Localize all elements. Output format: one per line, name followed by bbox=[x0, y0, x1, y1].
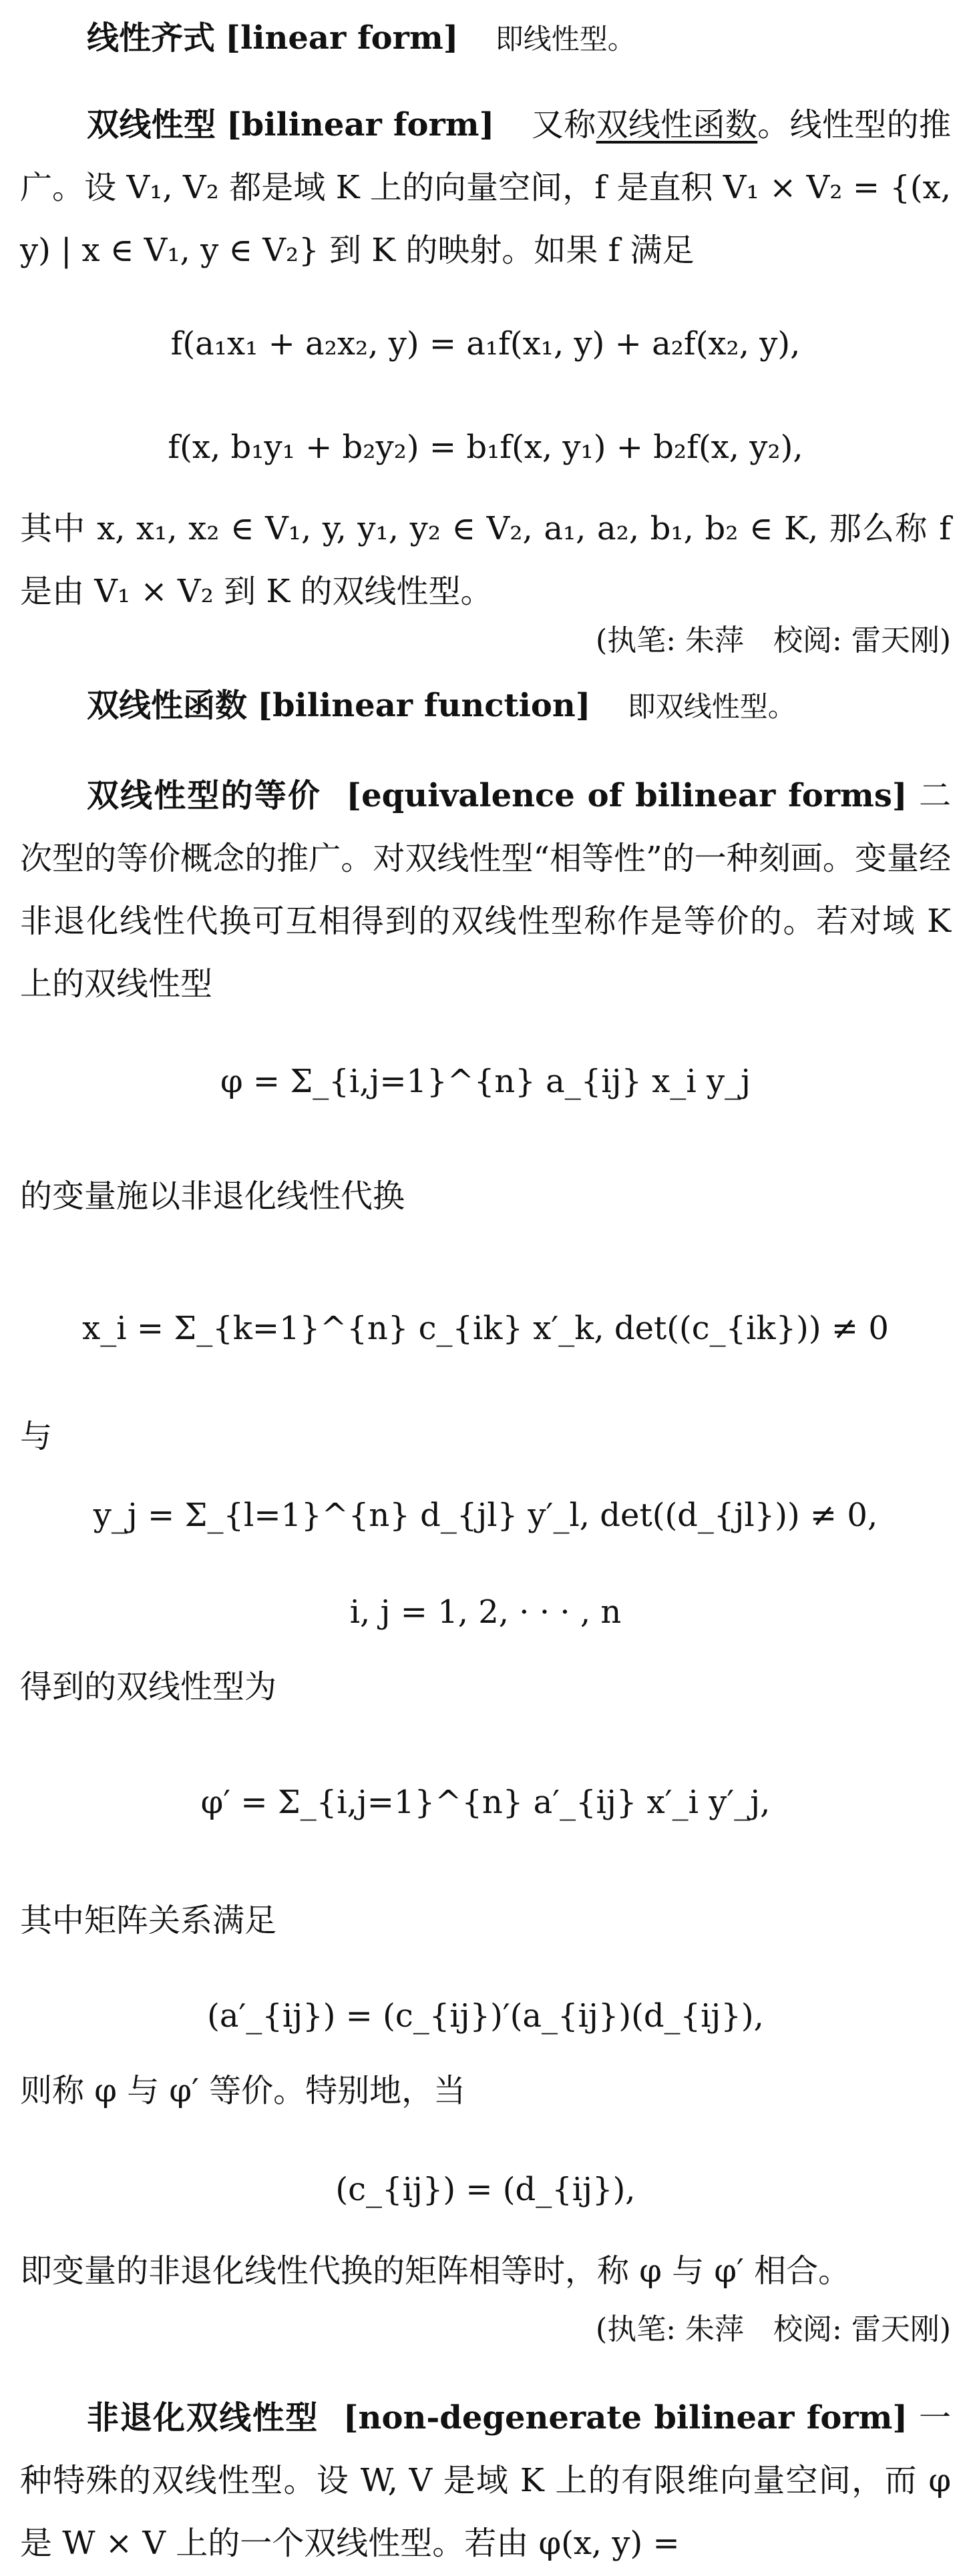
entry-headword: 双线性函数 bbox=[87, 687, 248, 724]
entry-headword: 双线性型的等价 bbox=[87, 777, 321, 814]
author-credit: (执笔: 朱萍 校阅: 雷天刚) bbox=[596, 623, 951, 658]
entry-headword: 线性齐式 bbox=[87, 19, 216, 57]
entry-linear-form bbox=[20, 7, 971, 71]
entry-headword: 双线性型 bbox=[87, 106, 216, 144]
alias-prefix: 又称 bbox=[531, 106, 596, 144]
entry-body: 其中 x, x₁, x₂ ∈ V₁, y, y₁, y₂ ∈ V₂, a₁, a₂, b₁, b₂ ∈ K, 那么称 f 是由 V₁ × V₂ 到 K 的双线性型。 bbox=[20, 510, 951, 610]
entry-body: 即线性型。 bbox=[495, 23, 636, 55]
entry-paragraph bbox=[20, 764, 951, 1015]
entry-body: 得到的双线性型为 bbox=[20, 1668, 277, 1706]
entry-non-degenerate bbox=[20, 2386, 951, 2575]
equation: (a′_{ij}) = (c_{ij})′(a_{ij})(d_{ij}), bbox=[207, 1997, 764, 2035]
entry-body: 。线性型的推广。设 V₁, V₂ 都是域 K 上的向量空间，f 是直积 V₁ × V₂ = {(x, y) | x ∈ V₁, y ∈ V₂} 到 K 的映射。如果 f 满足 bbox=[20, 106, 951, 269]
entry-continuation bbox=[20, 1405, 951, 1468]
entry-continuation bbox=[20, 1889, 951, 1952]
entry-bilinear-function bbox=[20, 674, 971, 738]
entry-body: 其中矩阵关系满足 bbox=[20, 1902, 277, 1939]
entry-body: 则称 φ 与 φ′ 等价。特别地，当 bbox=[20, 2072, 466, 2109]
equation: f(a₁x₁ + a₂x₂, y) = a₁f(x₁, y) + a₂f(x₂, y), bbox=[170, 325, 801, 362]
equation: φ = Σ_{i,j=1}^{n} a_{ij} x_i y_j bbox=[220, 1063, 751, 1100]
equation: f(x, b₁y₁ + b₂y₂) = b₁f(x, y₁) + b₂f(x, y₂), bbox=[168, 429, 803, 466]
entry-continuation bbox=[20, 497, 951, 623]
entry-english: [linear form] bbox=[225, 19, 459, 57]
entry-body: 即双线性型。 bbox=[627, 690, 796, 723]
entry-english: [equivalence of bilinear forms] bbox=[346, 777, 908, 814]
entry-body: 二次型的等价概念的推广。对双线性型“相等性”的一种刻画。变量经非退化线性代换可互相得到的双线性型称作是等价的。若对域 K 上的双线性型 bbox=[20, 777, 951, 1003]
entry-continuation bbox=[20, 1655, 951, 1718]
equation: x_i = Σ_{k=1}^{n} c_{ik} x′_k, det((c_{ik})) ≠ 0 bbox=[82, 1310, 889, 1347]
entry-paragraph bbox=[20, 2386, 951, 2575]
author-credit: (执笔: 朱萍 校阅: 雷天刚) bbox=[596, 2312, 951, 2346]
entry-english: [bilinear form] bbox=[226, 106, 495, 144]
equation: i, j = 1, 2, · · · , n bbox=[349, 1593, 622, 1631]
entry-body: 与 bbox=[20, 1418, 53, 1455]
equation: φ′ = Σ_{i,j=1}^{n} a′_{ij} x′_i y′_j, bbox=[200, 1784, 771, 1821]
entry-body: 即变量的非退化线性代换的矩阵相等时，称 φ 与 φ′ 相合。 bbox=[20, 2252, 851, 2290]
entry-paragraph bbox=[20, 93, 951, 282]
equation: (c_{ij}) = (d_{ij}), bbox=[335, 2171, 636, 2208]
entry-continuation bbox=[20, 2240, 951, 2302]
entry-equivalence bbox=[20, 764, 951, 1015]
equation: y_j = Σ_{l=1}^{n} d_{jl} y′_l, det((d_{jl})) ≠ 0, bbox=[93, 1497, 878, 1534]
entry-body: 的变量施以非退化线性代换 bbox=[20, 1178, 405, 1215]
cross-reference-link[interactable]: 双线性函数 bbox=[596, 106, 758, 144]
entry-english: [bilinear function] bbox=[257, 687, 591, 724]
entry-continuation bbox=[20, 1165, 951, 1228]
entry-body: 一种特殊的双线性型。设 W, V 是域 K 上的有限维向量空间，而 φ 是 W × V 上的一个双线性型。若由 φ(x, y) = bbox=[20, 2399, 952, 2562]
entry-headword: 非退化双线性型 bbox=[87, 2399, 319, 2436]
entry-english: [non-degenerate bilinear form] bbox=[343, 2399, 908, 2436]
entry-continuation bbox=[20, 2059, 951, 2122]
entry-bilinear-form bbox=[20, 93, 951, 282]
